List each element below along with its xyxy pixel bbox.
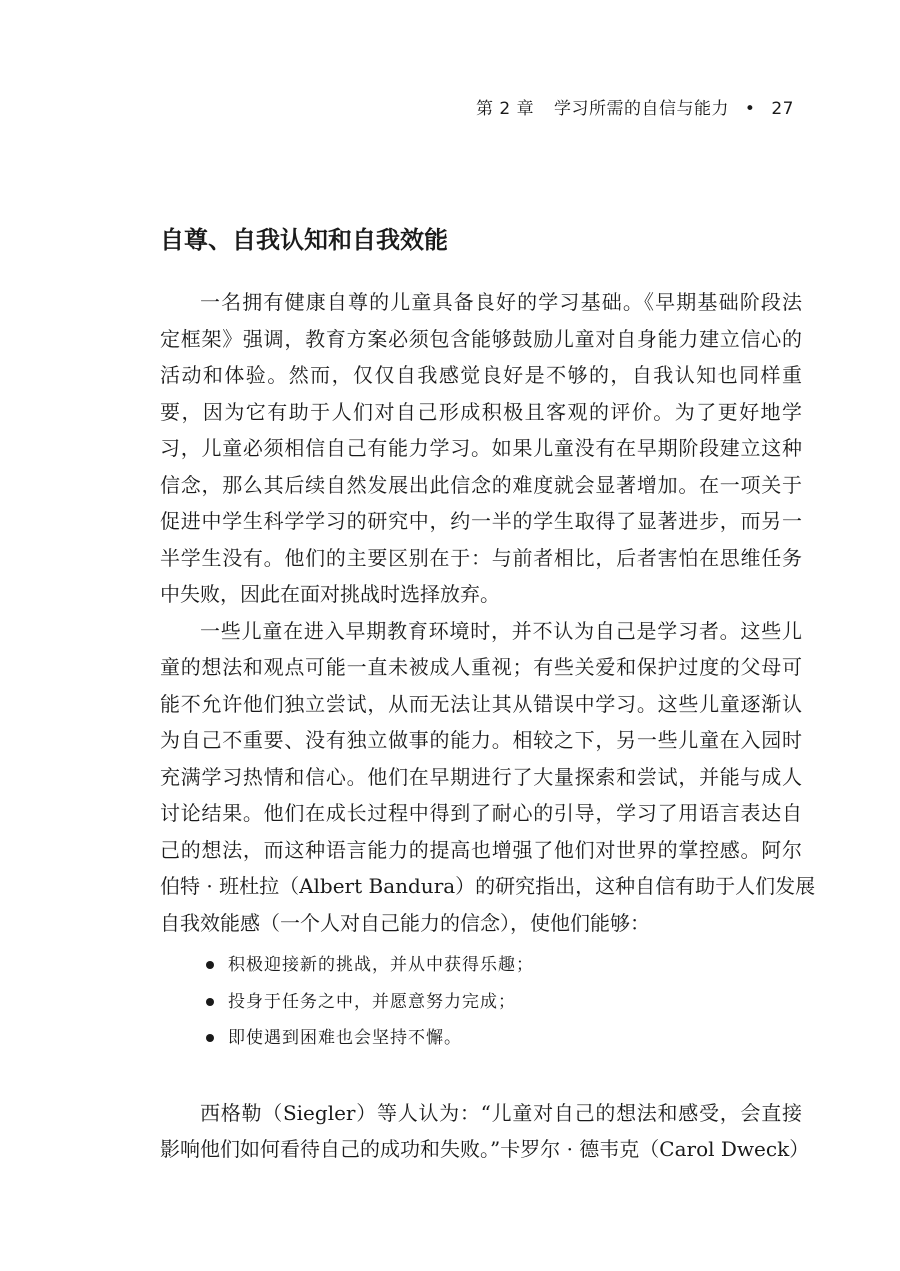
bullet-dot-icon — [206, 1034, 214, 1042]
paragraph-line: 影响他们如何看待自己的成功和失败。”卡罗尔 · 德韦克（Carol Dweck） — [160, 1137, 810, 1161]
page-number: 27 — [771, 99, 794, 119]
paragraph-1 — [160, 284, 802, 613]
paragraph-line: 讨论结果。他们在成长过程中得到了耐心的引导，学习了用语言表达自 — [160, 801, 802, 825]
bullet-text: 投身于任务之中，并愿意努力完成； — [228, 991, 516, 1012]
paragraph-line: 中失败，因此在面对挑战时选择放弃。 — [160, 582, 500, 606]
paragraph-line: 习，儿童必须相信自己有能力学习。如果儿童没有在早期阶段建立这种 — [160, 436, 802, 460]
running-header — [476, 94, 794, 119]
paragraph-line: 定框架》强调，教育方案必须包含能够鼓励儿童对自身能力建立信心的 — [160, 326, 802, 351]
paragraph-line: 促进中学生科学学习的研究中，约一半的学生取得了显著进步，而另一 — [160, 509, 802, 533]
paragraph-line: 能不允许他们独立尝试，从而无法让其从错误中学习。这些儿童逐渐认 — [160, 691, 802, 716]
paragraph-line: 一名拥有健康自尊的儿童具备良好的学习基础。《早期基础阶段法 — [200, 290, 802, 314]
bullet-item — [206, 947, 802, 984]
body-text — [160, 284, 816, 1168]
section-title: 自尊、自我认知和自我效能 — [160, 226, 448, 254]
bullet-item — [206, 1020, 802, 1057]
chapter-label: 第 2 章 — [475, 99, 535, 119]
paragraph-line: 自我效能感（一个人对自己能力的信念），使他们能够： — [160, 910, 650, 935]
paragraph-line: 为自己不重要、没有独立做事的能力。相较之下，另一些儿童在入园时 — [160, 728, 802, 752]
paragraph-2 — [160, 613, 816, 942]
paragraph-line: 西格勒（Siegler）等人认为：“儿童对自己的想法和感受，会直接 — [200, 1100, 802, 1125]
paragraph-line: 充满学习热情和信心。他们在早期进行了大量探索和尝试，并能与成人 — [160, 764, 802, 789]
paragraph-line: 童的想法和观点可能一直未被成人重视；有些关爱和保护过度的父母可 — [160, 655, 802, 679]
paragraph-3 — [160, 1095, 810, 1168]
bullet-dot-icon — [206, 961, 214, 969]
bullet-list — [160, 947, 802, 1057]
bullet-text: 积极迎接新的挑战，并从中获得乐趣； — [228, 955, 534, 975]
paragraph-line: 半学生没有。他们的主要区别在于：与前者相比，后者害怕在思维任务 — [160, 545, 802, 570]
paragraph-line: 己的想法，而这种语言能力的提高也增强了他们对世界的掌控感。阿尔 — [160, 837, 802, 862]
header-separator: • — [744, 99, 756, 119]
chapter-title: 学习所需的自信与能力 — [554, 99, 730, 119]
bullet-item — [206, 984, 802, 1021]
bullet-text: 即使遇到困难也会坚持不懈。 — [228, 1028, 462, 1048]
paragraph-line: 要，因为它有助于人们对自己形成积极且客观的评价。为了更好地学 — [160, 399, 802, 424]
paragraph-line: 伯特 · 班杜拉（Albert Bandura）的研究指出，这种自信有助于人们发展 — [160, 874, 816, 898]
paragraph-line: 信念，那么其后续自然发展出此信念的难度就会显著增加。在一项关于 — [160, 472, 802, 497]
bullet-dot-icon — [206, 998, 214, 1006]
paragraph-line: 一些儿童在进入早期教育环境时，并不认为自己是学习者。这些儿 — [200, 618, 802, 643]
paragraph-line: 活动和体验。然而，仅仅自我感觉良好是不够的，自我认知也同样重 — [160, 363, 802, 387]
